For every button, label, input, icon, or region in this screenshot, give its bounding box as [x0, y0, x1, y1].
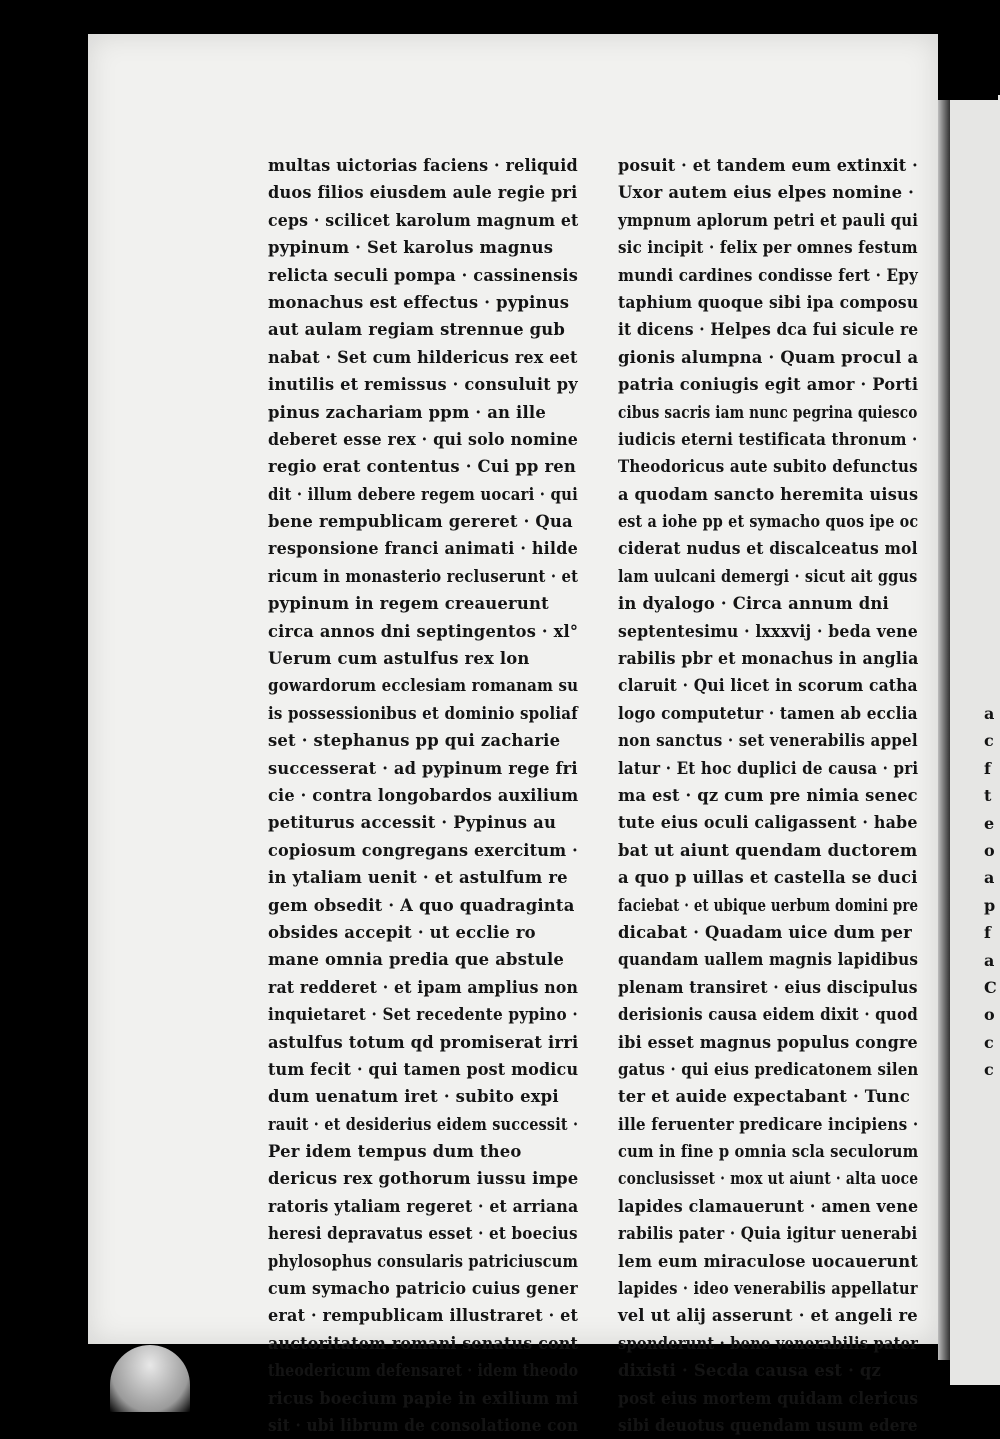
- text-line: latur · Et hoc duplici de causa · pri: [618, 758, 919, 778]
- text-line: set · stephanus pp qui zacharie: [268, 731, 561, 751]
- text-line: cie · contra longobardos auxilium: [268, 785, 579, 805]
- text-line: iudicis eterni testificata thronum ·: [618, 429, 918, 449]
- text-line: sibi deuotus quendam usum edere: [618, 1415, 918, 1435]
- text-line: deberet esse rex · qui solo nomine: [268, 429, 579, 449]
- text-line: mundi cardines condisse fert · Epy: [618, 265, 918, 285]
- text-line: nabat · Set cum hildericus rex eet: [268, 347, 578, 367]
- text-fragment: p: [984, 895, 996, 915]
- text-line: bene rempublicam gereret · Qua: [268, 512, 573, 532]
- text-line: ympnum aplorum petri et pauli qui: [618, 210, 919, 230]
- text-fragment: o: [984, 1005, 995, 1025]
- text-line: lapides · ideo venerabilis appellatur: [618, 1279, 918, 1299]
- text-line: obsides accepit · ut ecclie ro: [268, 922, 536, 942]
- text-column-left: [268, 152, 578, 1439]
- text-line: ricum in monasterio recluserunt · et: [268, 566, 579, 586]
- text-line: inquietaret · Set recedente pypino ·: [268, 1005, 578, 1025]
- text-line: logo computetur · tamen ab ecclia: [618, 703, 918, 723]
- text-line: dum uenatum iret · subito expi: [268, 1087, 559, 1107]
- text-line: in ytaliam uenit · et astulfum re: [268, 868, 568, 888]
- text-line: ratoris ytaliam regeret · et arriana: [268, 1196, 579, 1216]
- text-line: Theodoricus aute subito defunctus: [618, 457, 918, 477]
- text-line: post eius mortem quidam clericus: [618, 1388, 919, 1408]
- text-fragment: o: [984, 840, 995, 860]
- text-line: mane omnia predia que abstule: [268, 950, 565, 970]
- text-line: multas uictorias faciens · reliquid: [268, 156, 578, 175]
- text-line: dericus rex gothorum iussu impe: [268, 1169, 579, 1189]
- text-fragment: f: [984, 758, 991, 778]
- text-line: ille feruenter predicare incipiens ·: [618, 1114, 919, 1134]
- text-line: a quodam sancto heremita uisus: [618, 484, 919, 504]
- text-line: gatus · qui eius predicatonem silen: [618, 1059, 919, 1079]
- text-line: Per idem tempus dum theo: [268, 1142, 522, 1162]
- text-line: gem obsedit · A quo quadraginta: [268, 895, 575, 915]
- text-line: posuit · et tandem eum extinxit ·: [618, 156, 918, 175]
- text-fragment: a: [984, 704, 995, 723]
- text-line: gowardorum ecclesiam romanam su: [268, 676, 579, 696]
- text-line: ter et auide expectabant · Tunc: [618, 1087, 911, 1107]
- text-line: dixisti · Secda causa est · qz: [618, 1361, 882, 1381]
- text-line: cibus sacris iam nunc pegrina quiesco: [618, 402, 918, 422]
- text-column-right: [618, 152, 918, 1439]
- text-line: successerat · ad pypinum rege fri: [268, 758, 578, 778]
- text-line: faciebat · et ubique uerbum domini pre: [618, 895, 919, 915]
- text-line: regio erat contentus · Cui pp ren: [268, 457, 577, 477]
- text-line: relicta seculi pompa · cassinensis: [268, 265, 579, 285]
- text-line: ciderat nudus et discalceatus mol: [618, 539, 918, 559]
- text-line: derisionis causa eidem dixit · quod: [618, 1005, 918, 1025]
- text-line: patria coniugis egit amor · Porti: [618, 375, 919, 395]
- text-fragment: t: [984, 786, 992, 806]
- text-line: cum in fine p omnia scla seculorum: [618, 1142, 919, 1162]
- text-line: ma est · qz cum pre nimia senec: [618, 785, 918, 805]
- text-line: petiturus accessit · Pypinus au: [268, 813, 557, 833]
- text-line: aut aulam regiam strennue gub: [268, 320, 566, 340]
- text-line: responsione franci animati · hilde: [268, 539, 578, 559]
- text-line: heresi depravatus esset · et boecius: [268, 1224, 578, 1244]
- text-line: sit · ubi librum de consolatione con: [268, 1415, 579, 1435]
- text-line: ricus boecium papie in exilium mi: [268, 1388, 579, 1408]
- text-line: circa annos dni septingentos · xl°: [268, 621, 579, 641]
- text-line: tute eius oculi caligassent · habe: [618, 813, 918, 833]
- text-fragment: c: [984, 1060, 994, 1080]
- text-line: lem eum miraculose uocauerunt: [618, 1251, 919, 1271]
- text-line: Uerum cum astulfus rex lon: [268, 649, 530, 669]
- text-line: bat ut aiunt quendam ductorem: [618, 840, 918, 860]
- text-fragment: c: [984, 731, 994, 751]
- text-line: theodericum defensaret · idem theodo: [268, 1361, 579, 1381]
- text-line: pypinum · Set karolus magnus: [268, 238, 554, 258]
- text-line: non sanctus · set venerabilis appel: [618, 731, 918, 751]
- text-line: rabilis pater · Quia igitur uenerabi: [618, 1224, 918, 1244]
- text-line: pinus zachariam ppm · an ille: [268, 402, 546, 422]
- text-line: rabilis pbr et monachus in anglia: [618, 649, 919, 669]
- text-line: quandam uallem magnis lapidibus: [618, 950, 919, 970]
- text-line: in dyalogo · Circa annum dni: [618, 594, 889, 614]
- page-clip: [938, 0, 998, 100]
- text-line: dit · illum debere regem uocari · qui: [268, 484, 578, 504]
- text-line: monachus est effectus · pypinus: [268, 292, 570, 312]
- text-fragment: f: [984, 923, 991, 943]
- text-fragment: e: [984, 813, 995, 833]
- text-line: phylosophus consularis patriciuscum: [268, 1251, 579, 1271]
- text-line: is possessionibus et dominio spoliaf: [268, 703, 578, 723]
- text-line: auctoritatem romani senatus cont: [268, 1333, 579, 1353]
- text-line: conclusisset · mox ut aiunt · alta uoce: [618, 1169, 919, 1189]
- text-line: tum fecit · qui tamen post modicu: [268, 1059, 579, 1079]
- text-line: duos filios eiusdem aule regie pri: [268, 183, 578, 203]
- text-line: cum symacho patricio cuius gener: [268, 1279, 578, 1299]
- text-line: claruit · Qui licet in scorum catha: [618, 676, 918, 696]
- text-line: ceps · scilicet karolum magnum et: [268, 210, 579, 230]
- text-line: inutilis et remissus · consuluit py: [268, 375, 578, 395]
- text-line: sponderunt · bene venerabilis pater: [618, 1333, 919, 1353]
- text-line: erat · rempublicam illustraret · et: [268, 1306, 579, 1326]
- text-line: lam uulcani demergi · sicut ait ggus: [618, 566, 918, 586]
- text-line: gionis alumpna · Quam procul a: [618, 347, 919, 367]
- text-line: copiosum congregans exercitum ·: [268, 840, 578, 860]
- text-line: lapides clamauerunt · amen vene: [618, 1196, 919, 1216]
- text-line: rat redderet · et ipam amplius non: [268, 977, 579, 997]
- text-line: vel ut alij asserunt · et angeli re: [618, 1306, 918, 1326]
- facing-page-text-fragments: [984, 700, 997, 1083]
- text-line: rauit · et desiderius eidem successit ·: [268, 1114, 579, 1134]
- text-line: it dicens · Helpes dca fui sicule re: [618, 320, 919, 340]
- text-line: a quo p uillas et castella se duci: [618, 868, 918, 888]
- text-fragment: a: [984, 868, 995, 888]
- text-line: Uxor autem eius elpes nomine ·: [618, 183, 915, 203]
- holding-thumb: [110, 1345, 190, 1412]
- text-line: taphium quoque sibi ipa composu: [618, 292, 919, 312]
- text-fragment: C: [984, 977, 997, 997]
- text-line: est a iohe pp et symacho quos ipe oc: [618, 512, 919, 532]
- text-line: plenam transiret · eius discipulus: [618, 977, 918, 997]
- text-line: septentesimu · lxxxvij · beda vene: [618, 621, 918, 641]
- text-line: astulfus totum qd promiserat irri: [268, 1032, 579, 1052]
- text-line: sic incipit · felix per omnes festum: [618, 238, 918, 258]
- text-fragment: c: [984, 1032, 994, 1052]
- text-line: dicabat · Quadam uice dum per: [618, 922, 913, 942]
- text-line: pypinum in regem creauerunt: [268, 594, 549, 614]
- text-line: ibi esset magnus populus congre: [618, 1032, 918, 1052]
- text-fragment: a: [984, 950, 995, 970]
